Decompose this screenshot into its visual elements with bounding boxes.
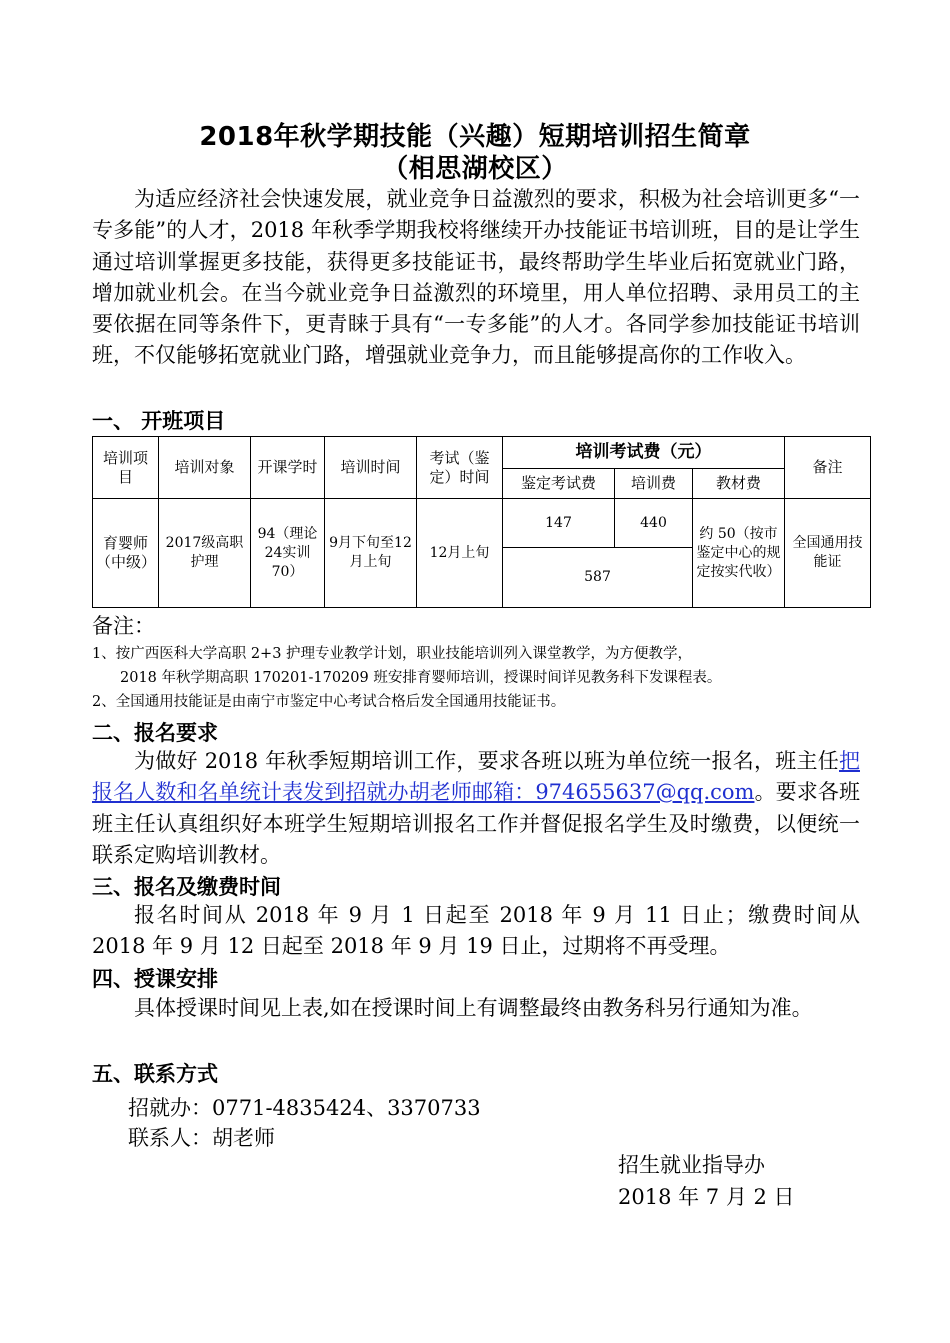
header-training-fee: 培训费 [615,468,693,499]
payment-paragraph: 报名时间从 2018 年 9 月 1 日起至 2018 年 9 月 11 日止；缴费时间从 2018 年 9 月 12 日起至 2018 年 9 月 19 日止，过期将不再受理。 [92,903,860,959]
contact-person: 联系人：胡老师 [128,1126,275,1150]
header-remark: 备注 [785,437,871,499]
registration-text-start: 为做好 2018 年秋季短期培训工作，要求各班以班为单位统一报名，班主任 [134,749,839,773]
cell-fee-subtotal: 587 [503,547,693,607]
registration-paragraph [92,746,860,871]
header-target: 培训对象 [159,437,251,499]
section-heading-registration: 二、报名要求 [92,721,218,745]
note-1 [92,642,882,690]
note-1-line-2: 2018 年秋学期高职 170201-170209 班安排育婴师培训，授课时间详见教务科下发课程表。 [120,670,722,686]
cell-material-fee: 约 50（按市鉴定中心的规定按实代收） [693,499,785,608]
email-link[interactable]: 把报名人数和名单统计表发到招就办胡老师邮箱：974655637@qq.com [92,749,860,805]
cell-training-fee: 440 [615,499,693,548]
section-heading-courses: 一、 开班项目 [92,409,226,433]
course-table [92,436,871,608]
header-project: 培训项目 [93,437,159,499]
cell-exam-fee: 147 [503,499,615,548]
header-hours: 开课学时 [251,437,325,499]
section-heading-contact: 五、联系方式 [92,1062,218,1086]
signature-date: 2018 年 7 月 2 日 [618,1185,795,1209]
intro-paragraph: 为适应经济社会快速发展，就业竞争日益激烈的要求，积极为社会培训更多“一专多能”的人才，2018 年秋季学期我校将继续开办技能证书培训班，目的是让学生通过培训掌握更多技能，获得更多技能证书，最终帮助学生毕业后拓宽就业门路，增加就业机会。在当今就业竞争日益激烈的环境里，用人单位招聘、录用员工的主要依据在同等条件下，更青睐于具有“一专多能”的人才。各同学参加技能证书培训班，不仅能够拓宽就业门路，增强就业竞争力，而且能够提高你的工作收入。 [92,187,860,368]
header-exam-time: 考试（鉴定）时间 [417,437,503,499]
notes-label: 备注： [92,614,155,638]
cell-exam-time: 12月上旬 [417,499,503,608]
cell-target: 2017级高职护理 [159,499,251,608]
cell-time: 9月下旬至12月上旬 [325,499,417,608]
header-time: 培训时间 [325,437,417,499]
cell-hours: 94（理论24实训70） [251,499,325,608]
schedule-paragraph: 具体授课时间见上表,如在授课时间上有调整最终由教务科另行通知为准。 [134,996,813,1020]
signature-org: 招生就业指导办 [618,1153,765,1177]
cell-project: 育婴师（中级） [93,499,159,608]
section-heading-schedule: 四、授课安排 [92,967,218,991]
note-1-line-1: 1、按广西医科大学高职 2+3 护理专业教学计划，职业技能培训列入课堂教学，为方便教学， [92,646,693,662]
cell-remark: 全国通用技能证 [785,499,871,608]
section-heading-payment: 三、报名及缴费时间 [92,875,281,899]
document-title: 2018年秋学期技能（兴趣）短期培训招生简章 [199,122,751,152]
header-exam-fee: 鉴定考试费 [503,468,615,499]
header-material-fee: 教材费 [693,468,785,499]
note-2: 2、全国通用技能证是由南宁市鉴定中心考试合格后发全国通用技能证书。 [92,694,566,710]
contact-office: 招就办：0771-4835424、3370733 [128,1096,481,1120]
registration-text-end: 。要求各班班主任认真组织好本班学生短期培训报名工作并督促报名学生及时缴费，以便统一联系定购培训教材。 [92,780,861,867]
document-subtitle: （相思湖校区） [382,154,568,184]
header-fee-group: 培训考试费（元） [503,437,785,469]
